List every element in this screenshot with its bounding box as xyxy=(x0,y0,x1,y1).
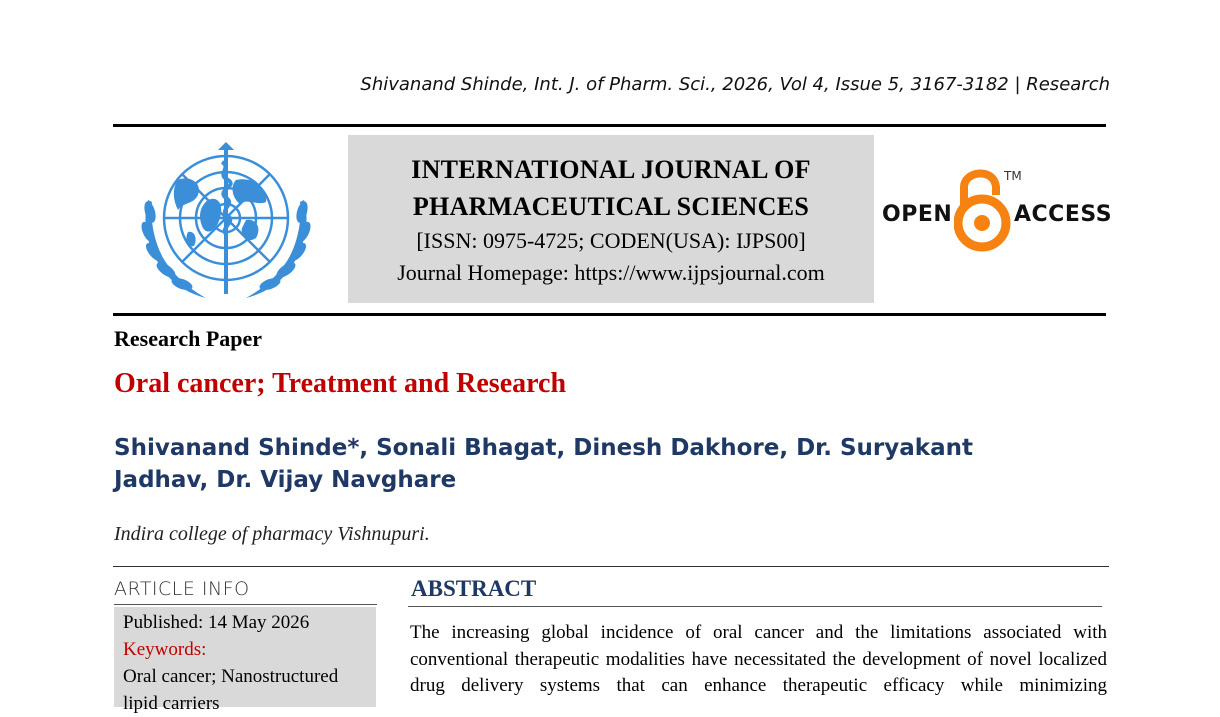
article-info-rule xyxy=(114,604,377,605)
paper-title: Oral cancer; Treatment and Research xyxy=(114,368,567,399)
header-bottom-rule xyxy=(113,313,1106,316)
journal-title xyxy=(348,151,874,225)
affiliation: Indira college of pharmacy Vishnupuri. xyxy=(114,523,430,545)
affiliation-rule xyxy=(113,566,1109,567)
article-info-box xyxy=(114,607,376,714)
author-list: Shivanand Shinde*, Sonali Bhagat, Dinesh Dakhore, Dr. Suryakant Jadhav, Dr. Vijay Navghare xyxy=(114,435,973,493)
journal-emblem-icon xyxy=(128,140,324,305)
keywords-label: Keywords: xyxy=(123,639,207,660)
journal-title-line-2: PHARMACEUTICAL SCIENCES xyxy=(412,192,810,221)
journal-homepage: Journal Homepage: https://www.ijpsjournal.com xyxy=(397,260,825,285)
published-date: Published: 14 May 2026 xyxy=(123,612,310,633)
paper-type: Research Paper xyxy=(114,326,263,351)
keywords-list: Oral cancer; Nanostructured lipid carriers xyxy=(123,666,339,714)
journal-header-box xyxy=(348,135,874,303)
journal-issn: [ISSN: 0975-4725; CODEN(USA): IJPS00] xyxy=(416,228,806,253)
open-access-word-access: ACCESS xyxy=(1014,202,1113,227)
article-info-heading: ARTICLE INFO xyxy=(114,578,250,600)
open-access-word-open: OPEN xyxy=(882,202,953,227)
abstract-rule xyxy=(408,606,1102,607)
abstract-heading: ABSTRACT xyxy=(411,576,537,601)
running-head: Shivanand Shinde, Int. J. of Pharm. Sci., 2026, Vol 4, Issue 5, 3167-3182 | Research xyxy=(360,74,1110,95)
header-top-rule xyxy=(113,124,1106,127)
abstract-text: The increasing global incidence of oral cancer and the limitations associated with conventional therapeutic modalities have necessitated the development of novel localized drug delivery systems that can enhance therapeutic efficacy while minimizing xyxy=(410,622,1107,696)
trademark-mark: TM xyxy=(1004,169,1022,183)
open-access-logo xyxy=(880,165,1113,255)
journal-title-line-1: INTERNATIONAL JOURNAL OF xyxy=(411,155,811,184)
